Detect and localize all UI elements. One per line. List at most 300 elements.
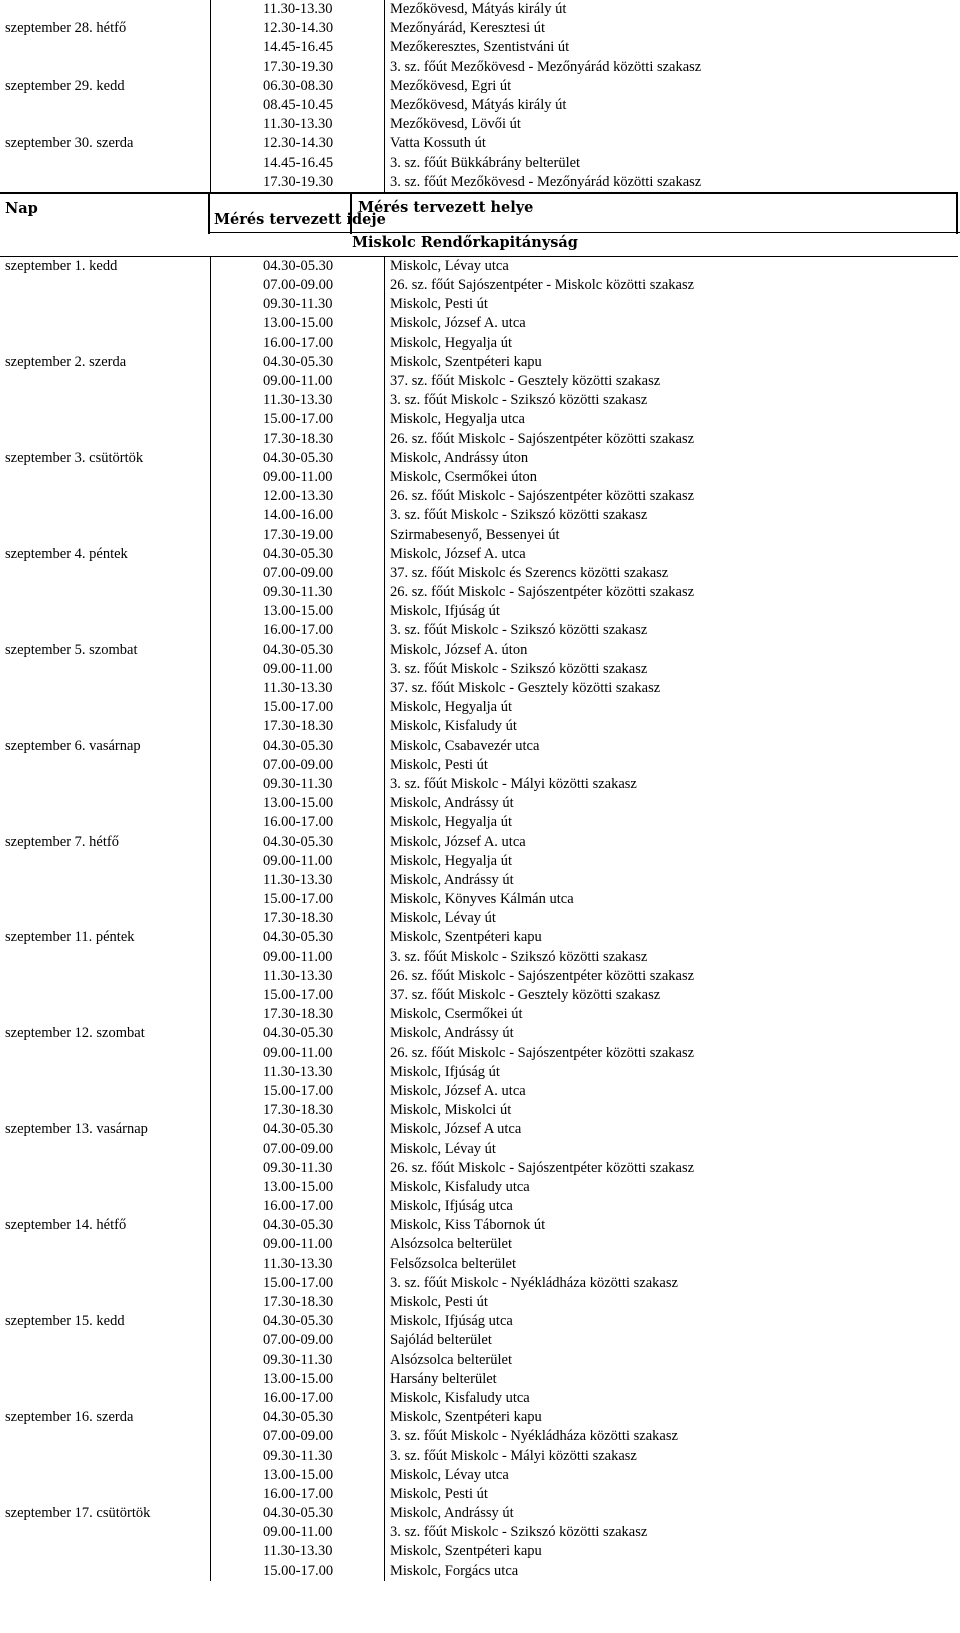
day-cell xyxy=(0,756,210,775)
day-cell xyxy=(0,1542,210,1561)
table-header xyxy=(0,192,958,257)
day-cell xyxy=(0,717,210,736)
day-cell xyxy=(0,1562,210,1581)
table-row xyxy=(0,1370,958,1389)
day-cell xyxy=(0,1255,210,1274)
table-row xyxy=(0,173,958,192)
place-cell: 37. sz. főút Miskolc - Gesztely közötti szakasz xyxy=(390,680,661,696)
time-cell: 07.00-09.00 xyxy=(210,1140,385,1159)
place-cell: Miskolc, Miskolci út xyxy=(390,1102,512,1119)
day-cell xyxy=(0,967,210,986)
day-cell xyxy=(0,852,210,871)
day-cell: szeptember 15. kedd xyxy=(5,1313,125,1330)
place-cell: 26. sz. főút Miskolc - Sajószentpéter közötti szakasz xyxy=(390,967,695,984)
place-cell: Miskolc, Andrássy úton xyxy=(390,449,529,466)
time-cell: 09.30-11.30 xyxy=(210,1351,385,1370)
place-cell: Miskolc, Hegyalja út xyxy=(390,814,513,831)
place-cell: 3. sz. főút Miskolc - Mályi közötti szakasz xyxy=(390,1447,637,1464)
table-row xyxy=(0,1197,958,1216)
table-row xyxy=(0,1044,958,1063)
place-cell: Miskolc, Csermőkei út xyxy=(390,1006,523,1023)
time-cell: 07.00-09.00 xyxy=(210,564,385,583)
table-row xyxy=(0,986,958,1005)
table-row xyxy=(0,314,958,333)
table-row xyxy=(0,1159,958,1178)
time-cell: 04.30-05.30 xyxy=(210,1216,385,1235)
day-cell xyxy=(0,794,210,813)
day-cell xyxy=(0,391,210,410)
place-cell: 26. sz. főút Sajószentpéter - Miskolc közötti szakasz xyxy=(390,277,695,294)
table-row xyxy=(0,1140,958,1159)
time-cell: 15.00-17.00 xyxy=(210,698,385,717)
table-row xyxy=(0,775,958,794)
day-cell xyxy=(0,813,210,832)
table-row xyxy=(0,526,958,545)
time-cell: 16.00-17.00 xyxy=(210,1197,385,1216)
place-cell: Miskolc, Ifjúság út xyxy=(390,603,500,620)
table-row xyxy=(0,0,958,19)
place-cell: Miskolc, József A. utca xyxy=(390,315,526,332)
time-cell: 09.30-11.30 xyxy=(210,295,385,314)
place-cell: 26. sz. főút Miskolc - Sajószentpéter közötti szakasz xyxy=(390,584,695,601)
day-cell xyxy=(0,660,210,679)
time-cell: 04.30-05.30 xyxy=(210,1312,385,1331)
day-cell: szeptember 5. szombat xyxy=(5,641,138,658)
table-row xyxy=(0,134,958,153)
day-cell xyxy=(0,1293,210,1312)
table-row xyxy=(0,1485,958,1504)
time-cell: 15.00-17.00 xyxy=(210,1274,385,1293)
place-cell: Alsózsolca belterület xyxy=(390,1351,512,1368)
time-cell: 04.30-05.30 xyxy=(210,257,385,276)
place-cell: 26. sz. főút Miskolc - Sajószentpéter közötti szakasz xyxy=(390,1044,695,1061)
table-row xyxy=(0,679,958,698)
day-cell: szeptember 7. hétfő xyxy=(5,833,119,850)
table-row xyxy=(0,58,958,77)
time-cell: 17.30-18.30 xyxy=(210,430,385,449)
day-cell: szeptember 1. kedd xyxy=(5,257,118,274)
table-row xyxy=(0,1447,958,1466)
day-cell xyxy=(0,295,210,314)
time-cell: 04.30-05.30 xyxy=(210,1120,385,1139)
table-row xyxy=(0,794,958,813)
time-cell: 11.30-13.30 xyxy=(210,871,385,890)
day-cell xyxy=(0,526,210,545)
place-cell: Miskolc, Ifjúság utca xyxy=(390,1313,513,1330)
table-row xyxy=(0,1235,958,1254)
time-cell: 06.30-08.30 xyxy=(210,77,385,96)
place-cell: 3. sz. főút Miskolc - Szikszó közötti szakasz xyxy=(390,622,648,639)
table-row xyxy=(0,1063,958,1082)
table-row xyxy=(0,372,958,391)
section-miskolc xyxy=(0,257,958,1581)
day-cell: szeptember 6. vasárnap xyxy=(5,737,141,754)
place-cell: Felsőzsolca belterület xyxy=(390,1255,517,1272)
place-cell: Miskolc, Csabavezér utca xyxy=(390,737,540,754)
table-row xyxy=(0,1216,958,1235)
header-org: Miskolc Rendőrkapitányság xyxy=(352,233,578,251)
time-cell: 15.00-17.00 xyxy=(210,410,385,429)
place-cell: 3. sz. főút Miskolc - Szikszó közötti szakasz xyxy=(390,392,648,409)
place-cell: 3. sz. főút Miskolc - Szikszó közötti szakasz xyxy=(390,660,648,677)
header-divider xyxy=(956,194,958,234)
table-row xyxy=(0,1351,958,1370)
table-row xyxy=(0,1255,958,1274)
place-cell: Miskolc, Hegyalja út xyxy=(390,852,513,869)
place-cell: Miskolc, Ifjúság út xyxy=(390,1063,500,1080)
day-cell xyxy=(0,276,210,295)
day-cell: szeptember 4. péntek xyxy=(5,545,128,562)
table-row xyxy=(0,1523,958,1542)
place-cell: Vatta Kossuth út xyxy=(390,135,486,152)
place-cell: Miskolc, Pesti út xyxy=(390,1294,488,1310)
time-cell: 13.00-15.00 xyxy=(210,1370,385,1389)
place-cell: Miskolc, Andrássy út xyxy=(390,1025,514,1042)
time-cell: 17.30-18.30 xyxy=(210,1101,385,1120)
table-row xyxy=(0,1293,958,1312)
table-row xyxy=(0,430,958,449)
place-cell: Mezőkövesd, Egri út xyxy=(390,77,512,94)
table-row xyxy=(0,852,958,871)
place-cell: Miskolc, Pesti út xyxy=(390,296,488,313)
day-cell xyxy=(0,775,210,794)
time-cell: 09.30-11.30 xyxy=(210,775,385,794)
day-cell xyxy=(0,1427,210,1446)
time-cell: 08.45-10.45 xyxy=(210,96,385,115)
place-cell: 3. sz. főút Miskolc - Szikszó közötti szakasz xyxy=(390,1524,648,1541)
day-cell xyxy=(0,1178,210,1197)
table-row xyxy=(0,1274,958,1293)
place-cell: Szirmabesenyő, Bessenyei út xyxy=(390,526,560,543)
place-cell: Miskolc, Kiss Tábornok út xyxy=(390,1217,546,1234)
time-cell: 04.30-05.30 xyxy=(210,641,385,660)
time-cell: 16.00-17.00 xyxy=(210,813,385,832)
day-cell xyxy=(0,1140,210,1159)
table-row xyxy=(0,410,958,429)
table-row xyxy=(0,295,958,314)
table-row xyxy=(0,909,958,928)
place-cell: Miskolc, Szentpéteri kapu xyxy=(390,1543,542,1560)
table-row xyxy=(0,1408,958,1427)
time-cell: 17.30-19.00 xyxy=(210,526,385,545)
place-cell: 3. sz. főút Miskolc - Szikszó közötti szakasz xyxy=(390,507,648,524)
place-cell: 26. sz. főút Miskolc - Sajószentpéter közötti szakasz xyxy=(390,1159,695,1176)
day-cell xyxy=(0,698,210,717)
time-cell: 13.00-15.00 xyxy=(210,794,385,813)
table-row xyxy=(0,737,958,756)
place-cell: Miskolc, Kisfaludy utca xyxy=(390,1389,530,1406)
place-cell: Mezőkövesd, Mátyás király út xyxy=(390,1,567,17)
day-cell xyxy=(0,487,210,506)
time-cell: 11.30-13.30 xyxy=(210,1255,385,1274)
table-row xyxy=(0,1466,958,1485)
place-cell: Mezőkövesd, Lövői út xyxy=(390,116,521,133)
table-row xyxy=(0,1024,958,1043)
place-cell: Mezőnyárád, Keresztesi út xyxy=(390,20,546,37)
day-cell xyxy=(0,1370,210,1389)
day-cell xyxy=(0,1235,210,1254)
table-row xyxy=(0,1389,958,1408)
table-row xyxy=(0,948,958,967)
time-cell: 17.30-18.30 xyxy=(210,909,385,928)
table-row xyxy=(0,756,958,775)
time-cell: 09.30-11.30 xyxy=(210,1159,385,1178)
place-cell: Miskolc, Lévay út xyxy=(390,910,496,927)
table-row xyxy=(0,1312,958,1331)
day-cell xyxy=(0,1005,210,1024)
section-mezokovesd xyxy=(0,0,958,192)
day-cell xyxy=(0,583,210,602)
table-row xyxy=(0,77,958,96)
place-cell: 26. sz. főút Miskolc - Sajószentpéter közötti szakasz xyxy=(390,430,695,447)
time-cell: 09.00-11.00 xyxy=(210,948,385,967)
day-cell: szeptember 13. vasárnap xyxy=(5,1121,148,1138)
day-cell xyxy=(0,430,210,449)
day-cell xyxy=(0,334,210,353)
place-cell: 37. sz. főút Miskolc és Szerencs közötti szakasz xyxy=(390,564,669,581)
time-cell: 09.30-11.30 xyxy=(210,1447,385,1466)
table-row xyxy=(0,334,958,353)
day-cell xyxy=(0,96,210,115)
table-row xyxy=(0,1542,958,1561)
day-cell: szeptember 30. szerda xyxy=(5,135,134,152)
table-row xyxy=(0,967,958,986)
header-hely: Mérés tervezett helye xyxy=(358,198,534,216)
time-cell: 13.00-15.00 xyxy=(210,602,385,621)
day-cell: szeptember 3. csütörtök xyxy=(5,449,144,466)
day-cell xyxy=(0,1274,210,1293)
time-cell: 16.00-17.00 xyxy=(210,1485,385,1504)
place-cell: Mezőkövesd, Mátyás király út xyxy=(390,96,567,113)
day-cell: szeptember 17. csütörtök xyxy=(5,1505,151,1522)
time-cell: 13.00-15.00 xyxy=(210,1178,385,1197)
table-row xyxy=(0,353,958,372)
time-cell: 11.30-13.30 xyxy=(210,0,385,19)
day-cell xyxy=(0,909,210,928)
table-row xyxy=(0,1331,958,1350)
table-row xyxy=(0,487,958,506)
table-row xyxy=(0,890,958,909)
day-cell xyxy=(0,679,210,698)
time-cell: 07.00-09.00 xyxy=(210,276,385,295)
table-row xyxy=(0,564,958,583)
time-cell: 15.00-17.00 xyxy=(210,1082,385,1101)
day-cell xyxy=(0,1351,210,1370)
table-row xyxy=(0,1082,958,1101)
time-cell: 04.30-05.30 xyxy=(210,545,385,564)
day-cell xyxy=(0,410,210,429)
place-cell: 3. sz. főút Miskolc - Szikszó közötti szakasz xyxy=(390,948,648,965)
day-cell xyxy=(0,602,210,621)
day-cell xyxy=(0,1044,210,1063)
place-cell: Miskolc, Kisfaludy út xyxy=(390,718,517,735)
time-cell: 12.00-13.30 xyxy=(210,487,385,506)
place-cell: 3. sz. főút Bükkábrány belterület xyxy=(390,154,581,171)
time-cell: 15.00-17.00 xyxy=(210,890,385,909)
place-cell: 3. sz. főút Miskolc - Nyékládháza közötti szakasz xyxy=(390,1274,678,1291)
place-cell: Harsány belterület xyxy=(390,1370,497,1387)
table-row xyxy=(0,19,958,38)
place-cell: Miskolc, Hegyalja utca xyxy=(390,411,525,428)
time-cell: 14.45-16.45 xyxy=(210,38,385,57)
header-nap: Nap xyxy=(5,199,38,217)
table-row xyxy=(0,1504,958,1523)
place-cell: Alsózsolca belterület xyxy=(390,1236,512,1253)
time-cell: 09.00-11.00 xyxy=(210,660,385,679)
place-cell: Miskolc, Kisfaludy utca xyxy=(390,1178,530,1195)
table-row xyxy=(0,1427,958,1446)
day-cell xyxy=(0,1197,210,1216)
time-cell: 09.00-11.00 xyxy=(210,1523,385,1542)
table-row xyxy=(0,506,958,525)
place-cell: Miskolc, József A utca xyxy=(390,1121,522,1138)
day-cell xyxy=(0,1101,210,1120)
time-cell: 16.00-17.00 xyxy=(210,1389,385,1408)
table-row xyxy=(0,38,958,57)
place-cell: Miskolc, Könyves Kálmán utca xyxy=(390,891,574,908)
day-cell xyxy=(0,38,210,57)
place-cell: Miskolc, Lévay utca xyxy=(390,1466,509,1483)
day-cell xyxy=(0,506,210,525)
time-cell: 04.30-05.30 xyxy=(210,1408,385,1427)
day-cell xyxy=(0,468,210,487)
day-cell xyxy=(0,871,210,890)
day-cell: szeptember 12. szombat xyxy=(5,1025,145,1042)
time-cell: 13.00-15.00 xyxy=(210,314,385,333)
table-row xyxy=(0,602,958,621)
table-row xyxy=(0,449,958,468)
time-cell: 11.30-13.30 xyxy=(210,115,385,134)
table-row xyxy=(0,276,958,295)
time-cell: 15.00-17.00 xyxy=(210,986,385,1005)
day-cell xyxy=(0,1389,210,1408)
table-row xyxy=(0,813,958,832)
place-cell: Miskolc, Lévay utca xyxy=(390,257,509,274)
table-row xyxy=(0,833,958,852)
time-cell: 04.30-05.30 xyxy=(210,737,385,756)
table-row xyxy=(0,1101,958,1120)
day-cell xyxy=(0,1331,210,1350)
day-cell: szeptember 14. hétfő xyxy=(5,1217,127,1234)
table-row xyxy=(0,257,958,276)
time-cell: 17.30-18.30 xyxy=(210,1293,385,1312)
table-row xyxy=(0,468,958,487)
time-cell: 11.30-13.30 xyxy=(210,967,385,986)
time-cell: 04.30-05.30 xyxy=(210,449,385,468)
time-cell: 16.00-17.00 xyxy=(210,621,385,640)
table-row xyxy=(0,1005,958,1024)
table-row xyxy=(0,928,958,947)
day-cell xyxy=(0,1523,210,1542)
day-cell xyxy=(0,58,210,77)
place-cell: Miskolc, Ifjúság utca xyxy=(390,1198,513,1215)
table-row xyxy=(0,96,958,115)
place-cell: Miskolc, József A. úton xyxy=(390,641,528,658)
day-cell: szeptember 2. szerda xyxy=(5,353,127,370)
time-cell: 17.30-19.30 xyxy=(210,173,385,192)
day-cell xyxy=(0,1082,210,1101)
place-cell: 26. sz. főút Miskolc - Sajószentpéter közötti szakasz xyxy=(390,488,695,505)
time-cell: 11.30-13.30 xyxy=(210,391,385,410)
time-cell: 09.00-11.00 xyxy=(210,372,385,391)
time-cell: 11.30-13.30 xyxy=(210,679,385,698)
table-row xyxy=(0,871,958,890)
table-row xyxy=(0,660,958,679)
time-cell: 04.30-05.30 xyxy=(210,1504,385,1523)
time-cell: 07.00-09.00 xyxy=(210,1427,385,1446)
place-cell: 3. sz. főút Mezőkövesd - Mezőnyárád közötti szakasz xyxy=(390,173,702,190)
table-row xyxy=(0,641,958,660)
day-cell xyxy=(0,986,210,1005)
day-cell: szeptember 28. hétfő xyxy=(5,20,127,37)
time-cell: 09.30-11.30 xyxy=(210,583,385,602)
table-row xyxy=(0,1562,958,1581)
place-cell: Miskolc, Pesti út xyxy=(390,756,488,773)
day-cell xyxy=(0,0,210,19)
time-cell: 13.00-15.00 xyxy=(210,1466,385,1485)
time-cell: 04.30-05.30 xyxy=(210,353,385,372)
day-cell xyxy=(0,314,210,333)
day-cell xyxy=(0,948,210,967)
table-row xyxy=(0,583,958,602)
time-cell: 17.30-18.30 xyxy=(210,717,385,736)
place-cell: Mezőkeresztes, Szentistváni út xyxy=(390,39,570,56)
day-cell xyxy=(0,564,210,583)
day-cell xyxy=(0,1159,210,1178)
place-cell: Miskolc, Andrássy út xyxy=(390,871,514,888)
place-cell: Miskolc, Csermőkei úton xyxy=(390,468,538,485)
table-row xyxy=(0,154,958,173)
place-cell: Miskolc, Hegyalja út xyxy=(390,334,513,351)
time-cell: 09.00-11.00 xyxy=(210,468,385,487)
header-underline xyxy=(208,232,960,233)
table-row xyxy=(0,391,958,410)
place-cell: 37. sz. főút Miskolc - Gesztely közötti szakasz xyxy=(390,373,661,389)
place-cell: Sajólád belterület xyxy=(390,1332,492,1349)
time-cell: 17.30-18.30 xyxy=(210,1005,385,1024)
day-cell xyxy=(0,1485,210,1504)
time-cell: 14.00-16.00 xyxy=(210,506,385,525)
time-cell: 11.30-13.30 xyxy=(210,1542,385,1561)
day-cell xyxy=(0,890,210,909)
day-cell xyxy=(0,173,210,192)
time-cell: 15.00-17.00 xyxy=(210,1562,385,1581)
place-cell: Miskolc, József A. utca xyxy=(390,1082,526,1099)
place-cell: Miskolc, Hegyalja út xyxy=(390,699,513,716)
time-cell: 09.00-11.00 xyxy=(210,1044,385,1063)
time-cell: 12.30-14.30 xyxy=(210,19,385,38)
time-cell: 04.30-05.30 xyxy=(210,928,385,947)
place-cell: Miskolc, József A. utca xyxy=(390,545,526,562)
time-cell: 16.00-17.00 xyxy=(210,334,385,353)
table-row xyxy=(0,1120,958,1139)
place-cell: Miskolc, Szentpéteri kapu xyxy=(390,929,542,946)
place-cell: Miskolc, Andrássy út xyxy=(390,795,514,812)
time-cell: 07.00-09.00 xyxy=(210,1331,385,1350)
place-cell: Miskolc, József A. utca xyxy=(390,833,526,850)
day-cell: szeptember 11. péntek xyxy=(5,929,135,946)
header-ido: Mérés tervezett ideje xyxy=(214,210,386,228)
day-cell xyxy=(0,1466,210,1485)
day-cell: szeptember 16. szerda xyxy=(5,1409,134,1426)
place-cell: 37. sz. főút Miskolc - Gesztely közötti szakasz xyxy=(390,987,661,1003)
time-cell: 17.30-19.30 xyxy=(210,58,385,77)
place-cell: 3. sz. főút Mezőkövesd - Mezőnyárád közötti szakasz xyxy=(390,58,702,75)
time-cell: 09.00-11.00 xyxy=(210,1235,385,1254)
time-cell: 11.30-13.30 xyxy=(210,1063,385,1082)
header-divider xyxy=(208,194,210,234)
table-row xyxy=(0,115,958,134)
